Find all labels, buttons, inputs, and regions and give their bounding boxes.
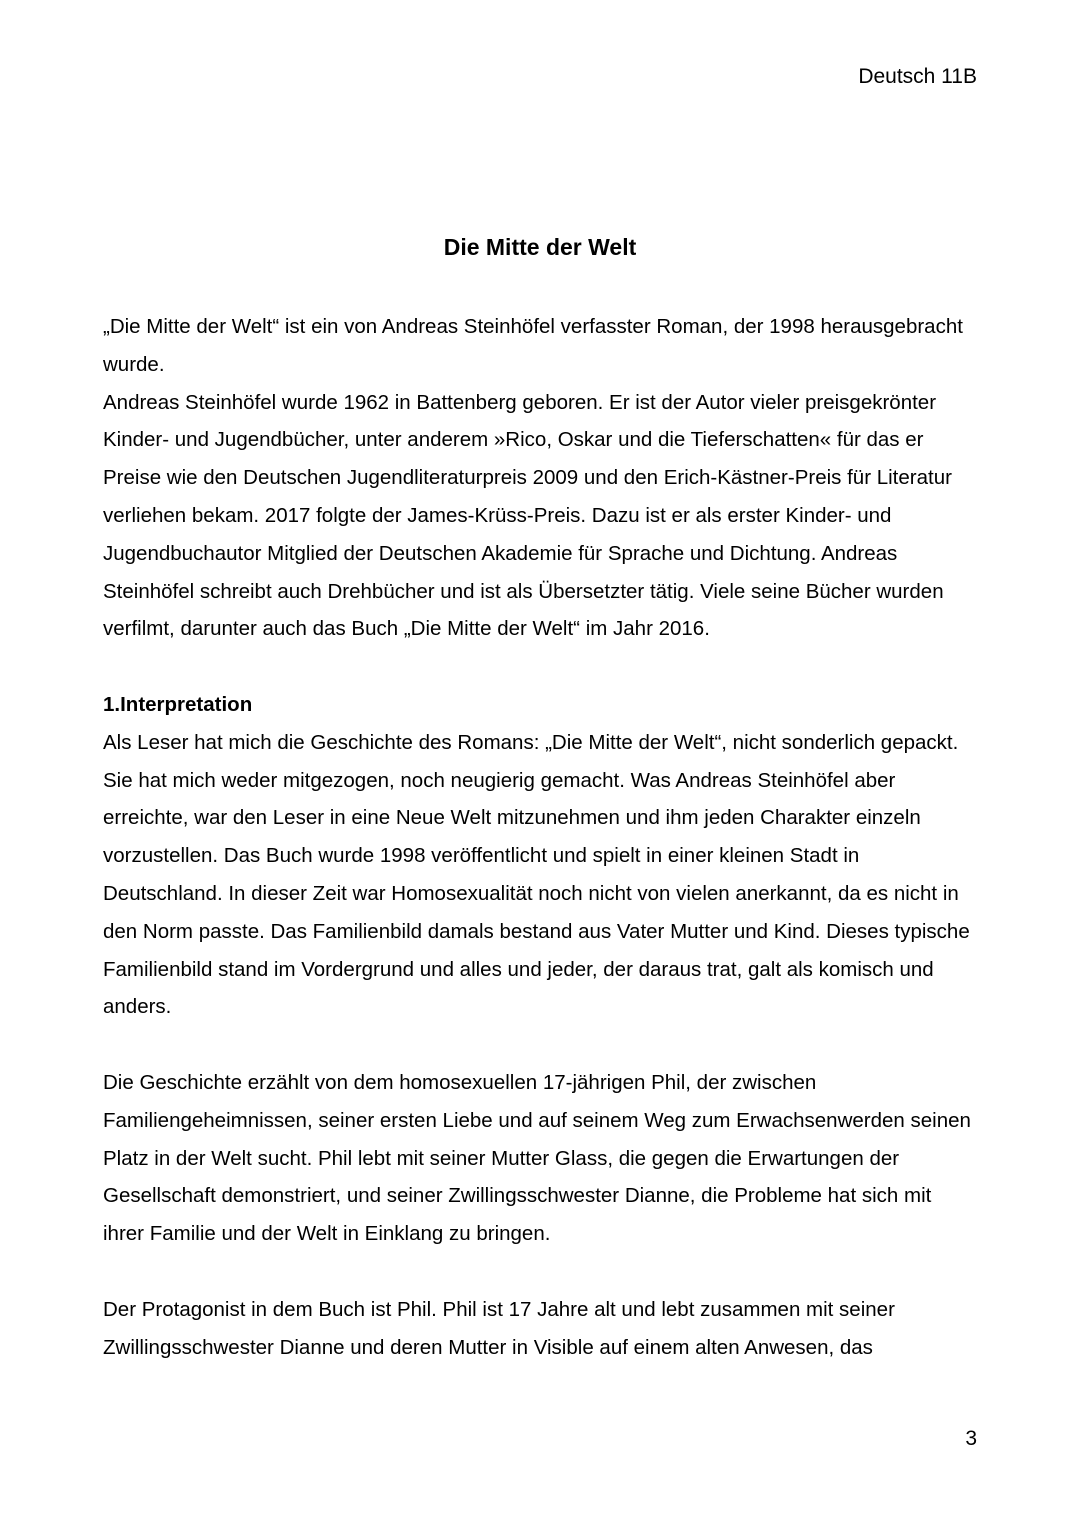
document-title: Die Mitte der Welt [443, 234, 637, 260]
interpretation-paragraph-3: Der Protagonist in dem Buch ist Phil. Phil ist 17 Jahre alt und lebt zusammen mit seiner Zwillingsschwester Dianne und deren Mutter in Visible auf einem alten Anwesen, das [103, 1297, 895, 1359]
paragraph-spacer [103, 648, 973, 686]
paragraph-spacer [103, 1253, 973, 1291]
document-body [103, 308, 973, 1366]
intro-paragraph-1: „Die Mitte der Welt“ ist ein von Andreas Steinhöfel verfasster Roman, der 1998 herausgebracht wurde. [103, 315, 963, 376]
section-heading-interpretation: 1.Interpretation [103, 692, 253, 716]
interpretation-paragraph-2: Die Geschichte erzählt von dem homosexuellen 17-jährigen Phil, der zwischen Familiengeheimnissen, seiner ersten Liebe und auf seinem Weg zum Erwachsenwerden seinen Platz in der Welt sucht. Phil lebt mit seiner Mutter Glass, die gegen die Erwartungen der Gesellschaft demonstriert, und seiner Zwillingsschwester Dianne, die Probleme hat sich mit ihrer Familie und der Welt in Einklang zu bringen. [103, 1070, 971, 1246]
paragraph-spacer [103, 1026, 973, 1064]
page-number: 3 [965, 1427, 977, 1450]
interpretation-paragraph-1: Als Leser hat mich die Geschichte des Romans: „Die Mitte der Welt“, nicht sonderlich gepackt. Sie hat mich weder mitgezogen, noch neugierig gemacht. Was Andreas Steinhöfel aber erreichte, war den Leser in eine Neue Welt mitzunehmen und ihm jeden Charakter einzeln vorzustellen. Das Buch wurde 1998 veröffentlicht und spielt in einer kleinen Stadt in Deutschland. In dieser Zeit war Homosexualität noch nicht von vielen anerkannt, da es nicht in den Norm passte. Das Familienbild damals bestand aus Vater Mutter und Kind. Dieses typische Familienbild stand im Vordergrund und alles und jeder, der daraus trat, galt als komisch und anders. [103, 730, 970, 1019]
intro-paragraph-2: Andreas Steinhöfel wurde 1962 in Battenberg geboren. Er ist der Autor vieler preisgekrönter Kinder- und Jugendbücher, unter anderem »Rico, Oskar und die Tieferschatten« für das er Preise wie den Deutschen Jugendliteraturpreis 2009 und den Erich-Kästner-Preis für Literatur verliehen bekam. 2017 folgte der James-Krüss-Preis. Dazu ist er als erster Kinder- und Jugendbuchautor Mitglied der Deutschen Akademie für Sprache und Dichtung. Andreas Steinhöfel schreibt auch Drehbücher und ist als Übersetzter tätig. Viele seine Bücher wurden verfilmt, darunter auch das Buch „Die Mitte der Welt“ im Jahr 2016. [103, 390, 952, 641]
course-label: Deutsch 11B [858, 65, 977, 88]
